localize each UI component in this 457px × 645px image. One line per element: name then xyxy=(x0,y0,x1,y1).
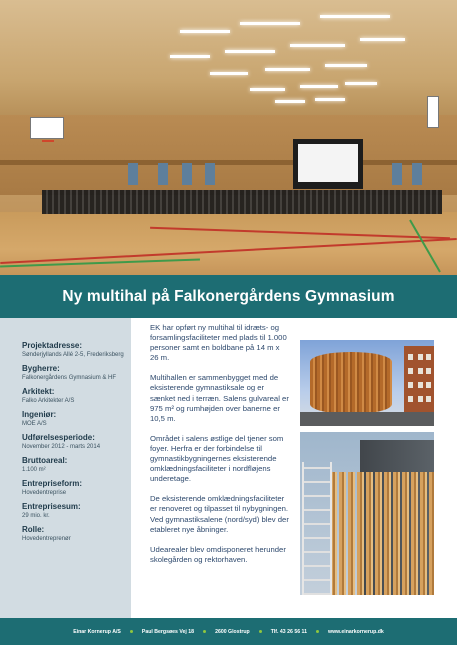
ceiling-light xyxy=(275,100,305,103)
paragraph: EK har opført ny multihal til idræts- og forsamlingsfaciliteter med plads til 1.000 personer samt en boldbane på 14 m x 26 m. xyxy=(150,323,287,363)
fact-value: Hovedentreprise xyxy=(22,490,67,496)
fact-value: November 2012 - marts 2014 xyxy=(22,444,101,450)
window xyxy=(158,163,168,185)
page-title: Ny multihal på Falkonergårdens Gymnasium xyxy=(62,287,395,305)
fact-value: Falkonergårdens Gymnasium & HF xyxy=(22,375,117,381)
ceiling-light xyxy=(345,82,377,85)
footer-bar xyxy=(0,618,457,645)
ground xyxy=(300,412,434,426)
footer-company: Einar Kornerup A/S xyxy=(73,628,121,635)
window xyxy=(412,163,422,185)
fact-label: Rolle: xyxy=(22,525,45,534)
brick-building xyxy=(404,346,434,416)
paragraph: Området i salens østlige del tjener som foyer. Herfra er der forbindelse til gymnastikbygningernes eksisterende omklædningsfaciliteter i nordfløjens underetage. xyxy=(150,433,284,484)
fact-label: Ingeniør: xyxy=(22,410,57,419)
paragraph: Udearealer blev omdisponeret herunder skolegården og rektorhaven. xyxy=(150,544,286,564)
footer-web-link[interactable]: www.einarkornerup.dk xyxy=(328,628,384,635)
fact-label: Entrepriseform: xyxy=(22,479,83,488)
bullet-icon xyxy=(203,630,206,633)
ceiling-light xyxy=(170,55,210,58)
wooden-slats xyxy=(330,472,434,595)
fact-value: 29 mio. kr. xyxy=(22,513,50,519)
hall-wall xyxy=(0,115,457,195)
bullet-icon xyxy=(130,630,133,633)
hero-photo-sports-hall xyxy=(0,0,457,275)
ceiling-light xyxy=(300,85,338,88)
ceiling-light xyxy=(325,64,367,67)
fact-item xyxy=(22,525,131,544)
footer-city: 2600 Glostrup xyxy=(215,628,250,635)
ceiling-light xyxy=(240,22,300,25)
paragraph: Multihallen er sammenbygget med de eksisterende gymnastiksale og er sænket ned i terræn. Salens gulvareal er 975 m² og rumhøjden over banerne er 10,5 m. xyxy=(150,373,289,423)
fact-item xyxy=(22,341,131,360)
ceiling-light xyxy=(225,50,275,53)
chair-rows xyxy=(42,190,442,214)
fact-item xyxy=(22,433,131,452)
window xyxy=(205,163,215,185)
title-band xyxy=(0,275,457,318)
fact-label: Udførelsesperiode: xyxy=(22,433,95,442)
fact-item xyxy=(22,387,131,406)
ceiling-light xyxy=(320,15,390,18)
fact-item xyxy=(22,410,131,429)
ceiling xyxy=(0,0,457,115)
fact-item xyxy=(22,456,131,475)
basketball-hoop xyxy=(42,140,54,142)
window xyxy=(128,163,138,185)
ceiling-light xyxy=(290,44,345,47)
bullet-icon xyxy=(259,630,262,633)
facade-detail-photo xyxy=(300,432,434,595)
projection-screen xyxy=(298,144,358,182)
fact-item xyxy=(22,364,131,383)
ceiling-light xyxy=(360,38,405,41)
fact-value: Hovedentreprenør xyxy=(22,536,71,542)
project-facts-panel xyxy=(0,318,131,618)
footer-street: Paul Bergsøes Vej 18 xyxy=(141,628,195,635)
wall-stripe xyxy=(0,160,457,165)
footer-phone: Tlf. 43 26 56 11 xyxy=(270,628,308,635)
bullet-icon xyxy=(316,630,319,633)
fact-label: Entreprisesum: xyxy=(22,502,81,511)
scaffolding xyxy=(302,462,332,595)
fact-label: Arkitekt: xyxy=(22,387,55,396)
fact-value: Sønderjyllands Allé 2-5, Frederiksberg xyxy=(22,352,124,358)
fact-value: Falko Arkitekter A/S xyxy=(22,398,75,404)
fact-label: Bygherre: xyxy=(22,364,60,373)
fact-value: 1.100 m² xyxy=(22,467,46,473)
basketball-backboard xyxy=(30,117,64,139)
window xyxy=(182,163,192,185)
ceiling-light xyxy=(210,72,248,75)
body-text xyxy=(150,323,290,575)
fact-item xyxy=(22,502,131,521)
window xyxy=(392,163,402,185)
fact-item xyxy=(22,479,131,498)
exterior-photo xyxy=(300,340,434,426)
ceiling-light xyxy=(250,88,285,91)
fact-value: MOE A/S xyxy=(22,421,47,427)
fact-label: Bruttoareal: xyxy=(22,456,68,465)
fact-label: Projektadresse: xyxy=(22,341,83,350)
ceiling-light xyxy=(180,30,230,33)
paragraph: De eksisterende omklædningsfaciliteter er renoveret og tilpasset til nybygningen. Ved gymnastiksalene (nord/syd) blev der etableret nye åbninger. xyxy=(150,494,289,534)
ceiling-light xyxy=(265,68,310,71)
basketball-backboard xyxy=(427,96,439,128)
wooden-facade-building xyxy=(310,352,392,414)
ceiling-light xyxy=(315,98,345,101)
